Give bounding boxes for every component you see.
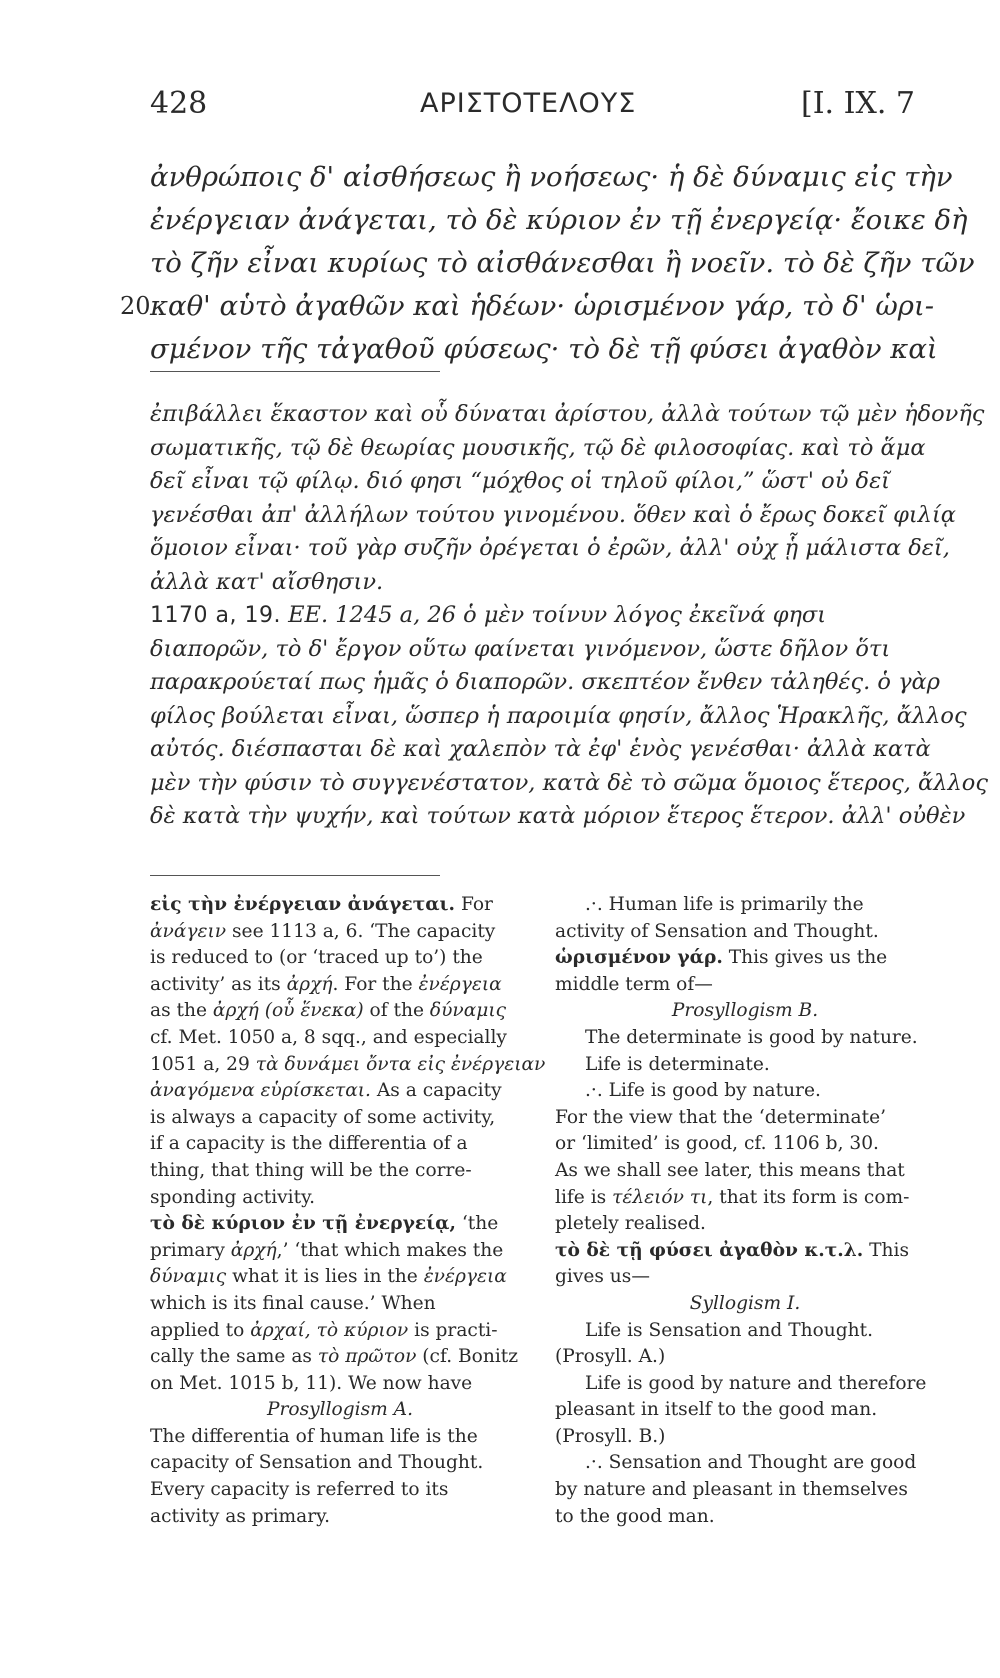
greek-term: ἀρχαί, τὸ κύριον (250, 1319, 409, 1341)
note-line: pleasant in itself to the good man. (555, 1399, 878, 1421)
syllogism-heading: Prosyllogism A. (267, 1399, 413, 1421)
note-line: thing, that thing will be the corre- (150, 1159, 472, 1181)
note-line: which is its final cause.’ When (150, 1292, 436, 1314)
note-text: 1051 a, 29 (150, 1053, 256, 1075)
note-text: of the (363, 1000, 430, 1022)
note-line: Life is Sensation and Thought. (585, 1319, 874, 1341)
page-number: 428 (150, 86, 208, 121)
greek-term: ἀρχή (230, 1239, 277, 1261)
note-line: (Prosyll. A.) (555, 1346, 666, 1368)
lemma: τὸ δὲ κύριον ἐν τῇ ἐνεργείᾳ, (150, 1213, 456, 1235)
note-line (555, 1185, 935, 1212)
greek-term: δύναμις (429, 1000, 507, 1022)
note-line (150, 1318, 530, 1345)
note-line: (Prosyll. B.) (555, 1425, 666, 1447)
note-line: .·. Human life is primarily the (585, 894, 864, 915)
note-line: gives us— (555, 1266, 650, 1288)
text-line-content: καθ' αὑτὸ ἀγαθῶν καὶ ἡδέων· ὡρισμένον γάρ, τὸ δ' ὡρι- (150, 290, 935, 322)
quote-line: ὅμοιον εἶναι· τοῦ γὰρ συζῆν ὀρέγεται ὁ ἐρῶν, ἀλλ' οὐχ ᾗ μάλιστα δεῖ, (150, 535, 950, 561)
note-line (150, 892, 530, 919)
note-line: middle term of— (555, 973, 713, 995)
note-line: sponding activity. (150, 1186, 316, 1208)
note-line: capacity of Sensation and Thought. (150, 1452, 484, 1474)
note-line (150, 1264, 530, 1291)
text-line-numbered (120, 285, 935, 328)
syllogism-heading: Prosyllogism B. (671, 1000, 819, 1022)
note-text: what it is lies in the (226, 1266, 424, 1288)
quote-line: διαπορῶν, τὸ δ' ἔργον οὕτω φαίνεται γινόμενον, ὥστε δῆλον ὅτι (150, 635, 891, 662)
note-line: activity as primary. (150, 1505, 331, 1527)
note-line: activity of Sensation and Thought. (555, 920, 879, 942)
note-line (555, 945, 935, 972)
note-line: As we shall see later, this means that (555, 1159, 905, 1181)
note-text: This gives us the (722, 947, 888, 969)
divider-rule (150, 875, 440, 876)
note-line: on Met. 1015 b, 11). We now have (150, 1372, 473, 1394)
note-line (150, 1344, 530, 1371)
main-greek-text (120, 156, 975, 371)
note-line: cf. Met. 1050 a, 8 sqq., and especially (150, 1026, 507, 1048)
greek-term: ἀνάγειν (150, 920, 227, 942)
note-text: is practi- (408, 1319, 498, 1341)
note-text: This (863, 1239, 910, 1261)
greek-term: ἐνέργεια (423, 1266, 507, 1288)
note-line: by nature and pleasant in themselves (555, 1479, 908, 1501)
quote-line: μὲν τὴν φύσιν τὸ συγγενέστατον, κατὰ δὲ τὸ σῶμα ὅμοιος ἕτερος, ἄλλος (150, 769, 988, 796)
greek-term: ἐνέργεια (418, 973, 502, 995)
text-line: ἐνέργειαν ἀνάγεται, τὸ δὲ κύριον ἐν τῇ ἐνεργείᾳ· ἔοικε δὴ (150, 204, 968, 236)
quote-text: EE. 1245 a, 26 ὁ μὲν τοίνυν λόγος ἐκεῖνά φησι (288, 602, 827, 628)
commentary-right-column (555, 892, 935, 1530)
text-line: σμένον τῆς τἀγαθοῦ φύσεως· τὸ δὲ τῇ φύσει ἀγαθὸν καὶ (150, 333, 938, 365)
note-line: The differentia of human life is the (150, 1425, 478, 1447)
note-line: is reduced to (or ‘traced up to’) the (150, 947, 483, 969)
note-line: if a capacity is the differentia of a (150, 1133, 468, 1155)
text-line: ἀνθρώποις δ' αἰσθήσεως ἢ νοήσεως· ἡ δὲ δύναμις εἰς τὴν (150, 161, 953, 193)
note-line: or ‘limited’ is good, cf. 1106 b, 30. (555, 1133, 879, 1155)
note-line (150, 1052, 546, 1079)
note-line: Life is determinate. (585, 1053, 770, 1075)
quote-line: αὐτός. διέσπασται δὲ καὶ χαλεπὸν τὰ ἐφ' ἑνὸς γενέσθαι· ἀλλὰ κατὰ (150, 736, 931, 762)
note-line: pletely realised. (555, 1213, 706, 1235)
note-line (150, 1078, 530, 1105)
commentary-left-column (150, 892, 546, 1530)
quote-line: φίλος βούλεται εἶναι, ὥσπερ ἡ παροιμία φησίν, ἄλλος Ἡρακλῆς, ἄλλος (150, 702, 967, 729)
note-text: ‘the (455, 1213, 499, 1235)
quote-line: δεῖ εἶναι τῷ φίλῳ. διό φησι “μόχθος οἱ τηλοῦ φίλοι,” ὥστ' οὐ δεῖ (150, 468, 890, 494)
note-text: ,’ ‘that which makes the (276, 1239, 504, 1261)
note-line (150, 1211, 530, 1238)
lemma: εἰς τὴν ἐνέργειαν ἀνάγεται. (150, 894, 456, 915)
note-line (150, 972, 530, 999)
note-line (150, 1238, 530, 1265)
greek-term: τὰ δυνάμει ὄντα εἰς ἐνέργειαν (255, 1053, 546, 1075)
greek-term: ἀρχή (286, 973, 333, 995)
quote-line: παρακρούεταί πως ἡμᾶς ὁ διαπορῶν. σκεπτέον ἔνθεν τἀληθές. ὁ γὰρ (150, 669, 940, 695)
quote-line: γενέσθαι ἀπ' ἀλλήλων τούτου γινομένου. ὅθεν καὶ ὁ ἔρως δοκεῖ φιλίᾳ (150, 501, 956, 528)
greek-term: τέλειόν τι (612, 1186, 708, 1208)
note-line: Every capacity is referred to its (150, 1479, 449, 1501)
note-text: (cf. Bonitz (416, 1346, 519, 1368)
syllogism-heading: Syllogism I. (689, 1292, 801, 1314)
note-text: activity’ as its (150, 973, 287, 995)
lemma: ὡρισμένον γάρ. (555, 947, 723, 969)
running-title: ΑΡΙΣΤΟΤΕΛΟΥΣ (420, 88, 637, 119)
passage-reference: 1170 a, 19. (150, 603, 281, 628)
note-text: applied to (150, 1319, 251, 1341)
text-line: τὸ ζῆν εἶναι κυρίως τὸ αἰσθάνεσθαι ἢ νοεῖν. τὸ δὲ ζῆν τῶν (150, 247, 975, 279)
note-text: cally the same as (150, 1346, 318, 1368)
note-line (150, 919, 530, 946)
greek-term: ἀρχή (οὗ ἕνεκα) (212, 1000, 364, 1022)
note-line (555, 1238, 935, 1265)
lemma: τὸ δὲ τῇ φύσει ἀγαθὸν κ.τ.λ. (555, 1239, 864, 1261)
note-text: As a capacity (370, 1080, 502, 1102)
quote-line: δὲ κατὰ τὴν ψυχήν, καὶ τούτων κατὰ μόριον ἕτερος ἕτερον. ἀλλ' οὐθὲν (150, 803, 966, 829)
quote-line: ἀλλὰ κατ' αἴσθησιν. (150, 568, 384, 595)
note-line: For the view that the ‘determinate’ (555, 1106, 887, 1128)
note-line: .·. Life is good by nature. (585, 1080, 821, 1102)
note-text: as the (150, 1000, 213, 1022)
note-text: primary (150, 1239, 231, 1261)
page-header (150, 86, 915, 126)
greek-term: ἀναγόμενα εὑρίσκεται. (150, 1080, 371, 1102)
note-line: is always a capacity of some activity, (150, 1106, 496, 1128)
note-text: see 1113 a, 6. ‘The capacity (226, 920, 496, 942)
greek-term: τὸ πρῶτον (317, 1346, 417, 1368)
note-line: to the good man. (555, 1505, 715, 1527)
line-number: 20 (120, 292, 151, 320)
note-line (150, 998, 530, 1025)
quote-reference-line (150, 599, 940, 633)
quote-line: ἐπιβάλλει ἕκαστον καὶ οὗ δύναται ἀρίστου, ἀλλὰ τούτων τῷ μὲν ἡδονῆς (150, 401, 985, 427)
section-reference: [I. IX. 7 (801, 86, 915, 121)
note-line: The determinate is good by nature. (585, 1026, 918, 1048)
note-text: , that its form is com- (707, 1186, 910, 1208)
note-line: Life is good by nature and therefore (585, 1372, 927, 1394)
note-text: . For the (332, 973, 419, 995)
quote-line: σωματικῆς, τῷ δὲ θεωρίας μουσικῆς, τῷ δὲ φιλοσοφίας. καὶ τὸ ἅμα (150, 434, 926, 461)
parallel-passages (150, 398, 988, 834)
divider-rule (150, 371, 440, 372)
note-text: life is (555, 1186, 613, 1208)
note-text: For (455, 894, 493, 915)
greek-term: δύναμις (150, 1266, 227, 1288)
note-line: .·. Sensation and Thought are good (585, 1452, 917, 1474)
